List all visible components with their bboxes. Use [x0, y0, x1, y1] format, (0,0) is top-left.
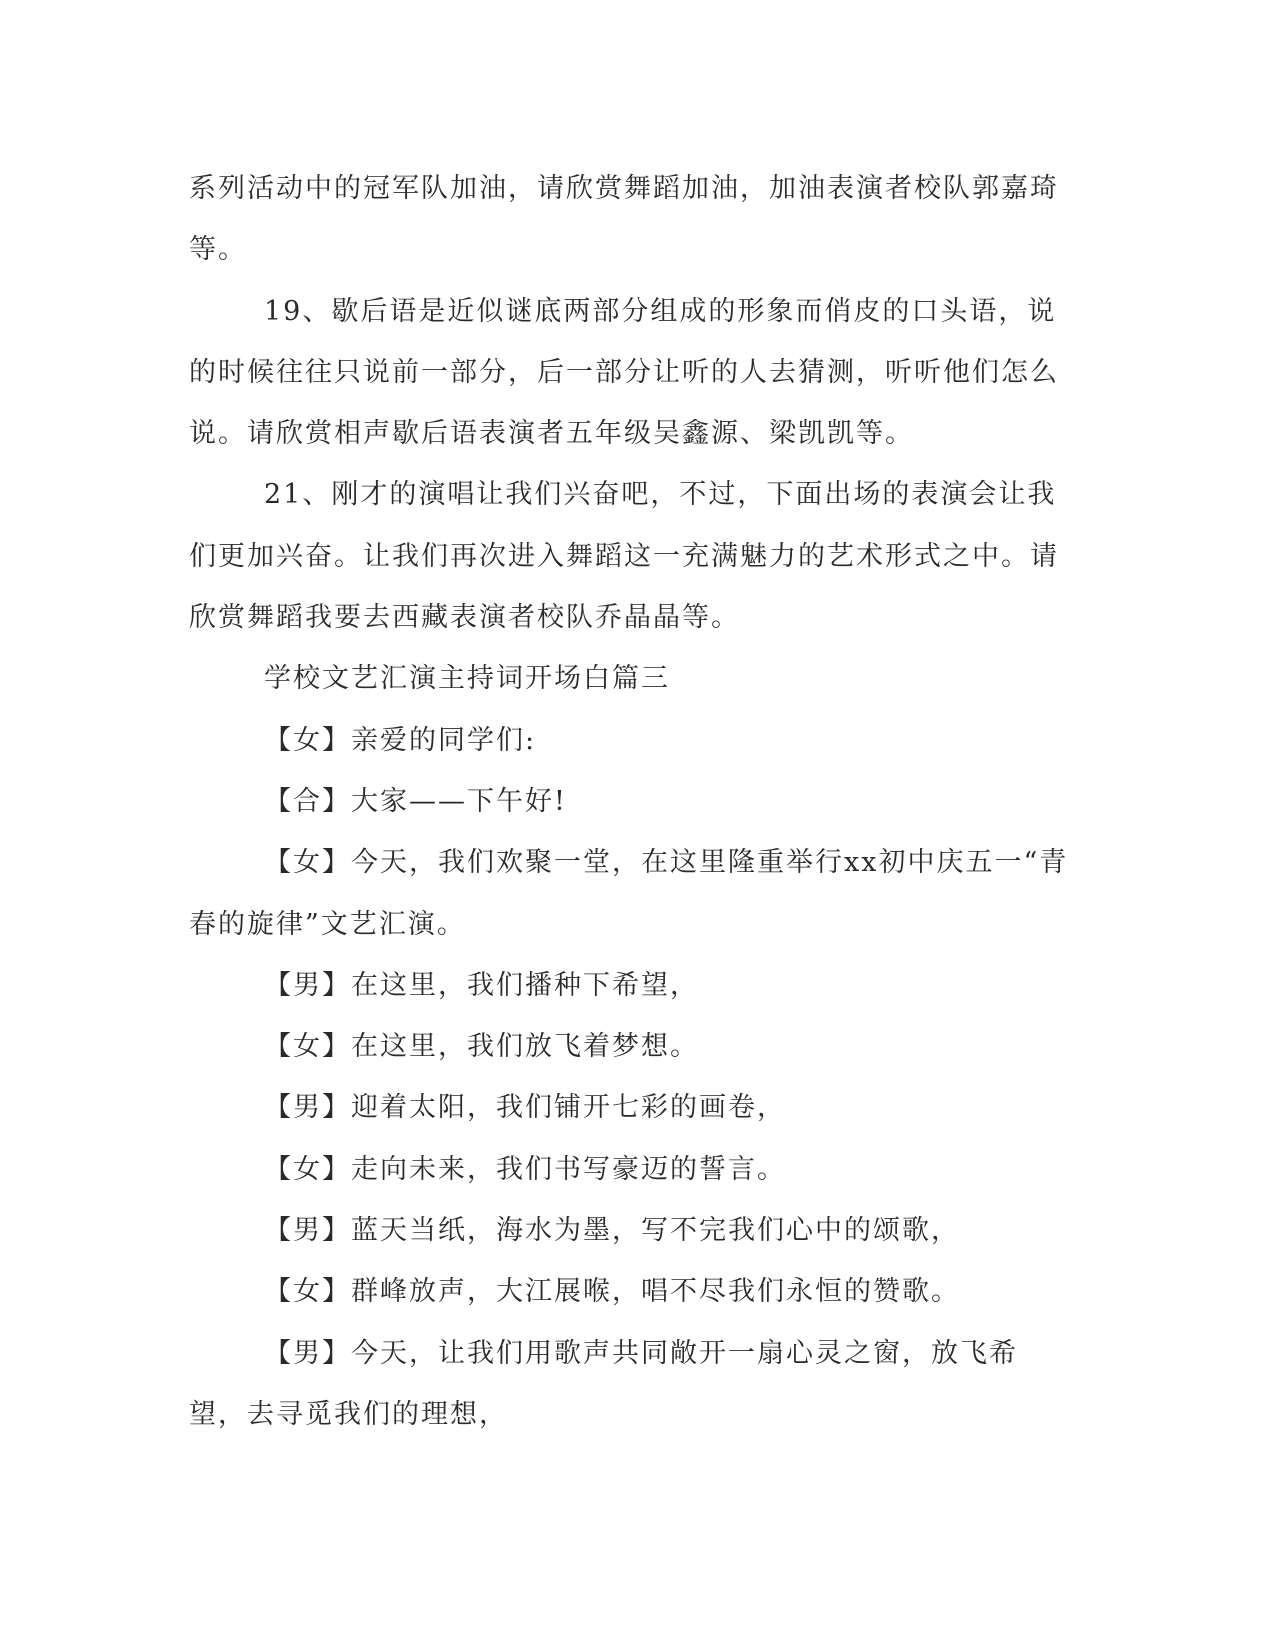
dialogue-line: 【男】蓝天当纸，海水为墨，写不完我们心中的颂歌，: [264, 1215, 960, 1247]
paragraph-3: 21、刚才的演唱让我们兴奋吧，不过，下面出场的表演会让我们更加兴奋。让我们再次进入舞蹈这一充满魅力的艺术形式之中。请欣赏舞蹈我要去西藏表演者校队乔晶晶等。: [189, 479, 1059, 634]
section-heading: 学校文艺汇演主持词开场白篇三: [264, 663, 670, 695]
dialogue-line: 【女】今天，我们欢聚一堂，在这里隆重举行xx初中庆五一“青春的旋律”文艺汇演。: [189, 847, 1069, 940]
dialogue-line: 【男】迎着太阳，我们铺开七彩的画卷，: [264, 1092, 786, 1124]
dialogue-line: 【女】亲爱的同学们:: [264, 724, 537, 756]
paragraph-2: 19、歇后语是近似谜底两部分组成的形象而俏皮的口头语，说的时候往往只说前一部分，后一部分让听的人去猜测，听听他们怎么说。请欣赏相声歇后语表演者五年级吴鑫源、梁凯凯等。: [189, 295, 1059, 450]
dialogue-line: 【女】群峰放声，大江展喉，唱不尽我们永恒的赞歌。: [264, 1276, 960, 1308]
document-body: [189, 158, 1075, 1445]
dialogue-line: 【女】在这里，我们放飞着梦想。: [264, 1031, 699, 1063]
dialogue-line: 【男】今天，让我们用歌声共同敞开一扇心灵之窗，放飞希望，去寻觅我们的理想，: [189, 1337, 1018, 1430]
paragraph-1: 系列活动中的冠军队加油，请欣赏舞蹈加油，加油表演者校队郭嘉琦等。: [189, 173, 1059, 266]
dialogue-line: 【女】走向未来，我们书写豪迈的誓言。: [264, 1153, 786, 1185]
dialogue-line: 【男】在这里，我们播种下希望，: [264, 969, 699, 1001]
dialogue-line: 【合】大家——下午好!: [264, 785, 567, 817]
